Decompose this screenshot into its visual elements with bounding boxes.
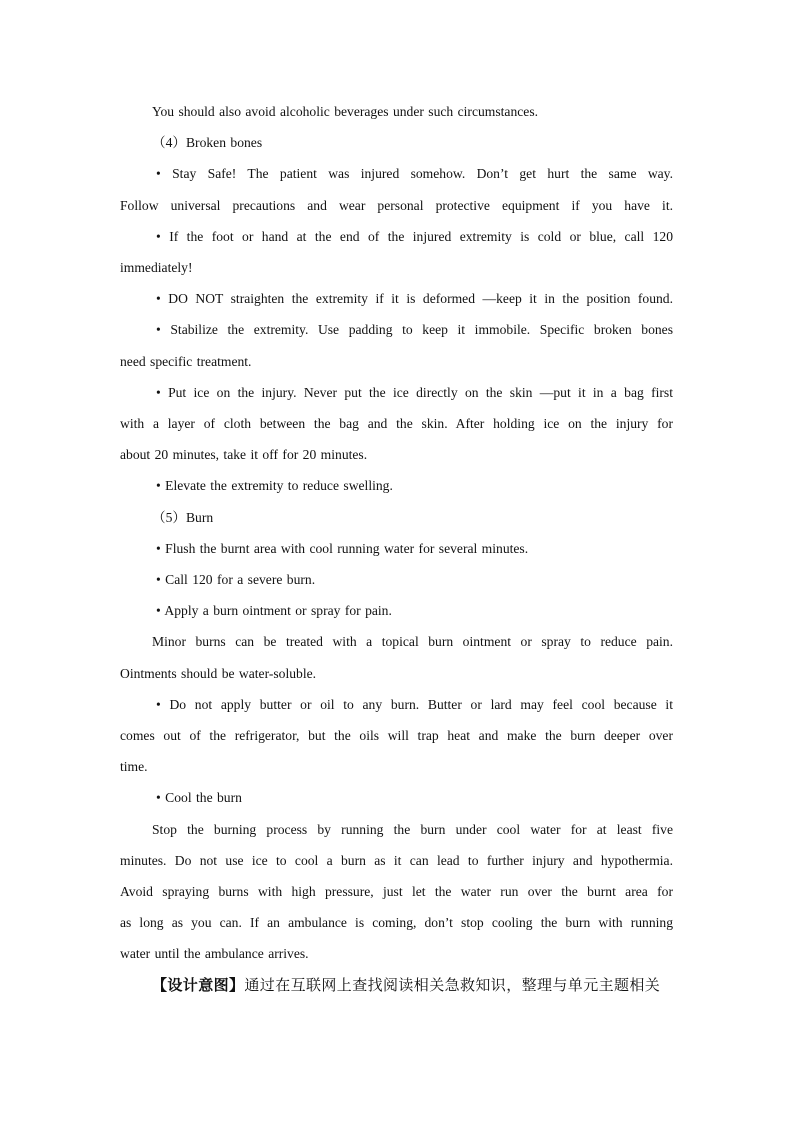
paragraph-line: Ointments should be water-soluble.	[120, 665, 317, 681]
document-body	[120, 96, 673, 1001]
paragraph-line: time.	[120, 759, 148, 775]
bullet-stabilize: • Stabilize the extremity. Use padding to keep it immobile. Specific broken bones	[156, 322, 673, 338]
bullet-apply-ointment: • Apply a burn ointment or spray for pain.	[156, 603, 392, 619]
paragraph-line: Follow universal precautions and wear personal protective equipment if you have it.	[120, 197, 673, 213]
paragraph-line: minutes. Do not use ice to cool a burn as it can lead to further injury and hypothermia.	[120, 852, 673, 868]
paragraph-line: Minor burns can be treated with a topical burn ointment or spray to reduce pain.	[152, 634, 673, 650]
bullet-cold-extremity: • If the foot or hand at the end of the injured extremity is cold or blue, call 120	[156, 228, 673, 244]
bullet-flush: • Flush the burnt area with cool running water for several minutes.	[156, 540, 529, 556]
bullet-stay-safe: • Stay Safe! The patient was injured somehow. Don’t get hurt the same way.	[156, 166, 673, 182]
bullet-cool-the-burn: • Cool the burn	[156, 790, 242, 806]
design-intent	[120, 970, 673, 1001]
paragraph-line: You should also avoid alcoholic beverages under such circumstances.	[152, 104, 539, 119]
section-heading-broken-bones: （4）Broken bones	[152, 135, 263, 151]
paragraph-line: immediately!	[120, 260, 193, 276]
section-heading-burn: （5）Burn	[152, 509, 214, 525]
design-intent-label: 【设计意图】	[152, 975, 245, 994]
paragraph-line: as long as you can. If an ambulance is coming, don’t stop cooling the burn with running	[120, 915, 673, 931]
paragraph-line: comes out of the refrigerator, but the oils will trap heat and make the burn deeper over	[120, 728, 673, 744]
paragraph-line: Avoid spraying burns with high pressure, just let the water run over the burnt area for	[120, 884, 673, 900]
paragraph-line: about 20 minutes, take it off for 20 minutes.	[120, 447, 368, 463]
bullet-elevate: • Elevate the extremity to reduce swelling.	[156, 478, 393, 494]
design-intent-text: 通过在互联网上查找阅读相关急救知识，整理与单元主题相关	[244, 975, 661, 994]
paragraph-line: need specific treatment.	[120, 353, 252, 369]
bullet-put-ice: • Put ice on the injury. Never put the ice directly on the skin —put it in a bag first	[156, 384, 673, 400]
bullet-no-butter: • Do not apply butter or oil to any burn. Butter or lard may feel cool because it	[156, 696, 673, 712]
bullet-call-120: • Call 120 for a severe burn.	[156, 572, 316, 588]
paragraph-line: water until the ambulance arrives.	[120, 946, 309, 962]
bullet-do-not-straighten: • DO NOT straighten the extremity if it is deformed —keep it in the position found.	[156, 291, 673, 307]
paragraph-line: Stop the burning process by running the burn under cool water for at least five	[152, 821, 673, 837]
paragraph-line: with a layer of cloth between the bag and the skin. After holding ice on the injury for	[120, 416, 673, 432]
